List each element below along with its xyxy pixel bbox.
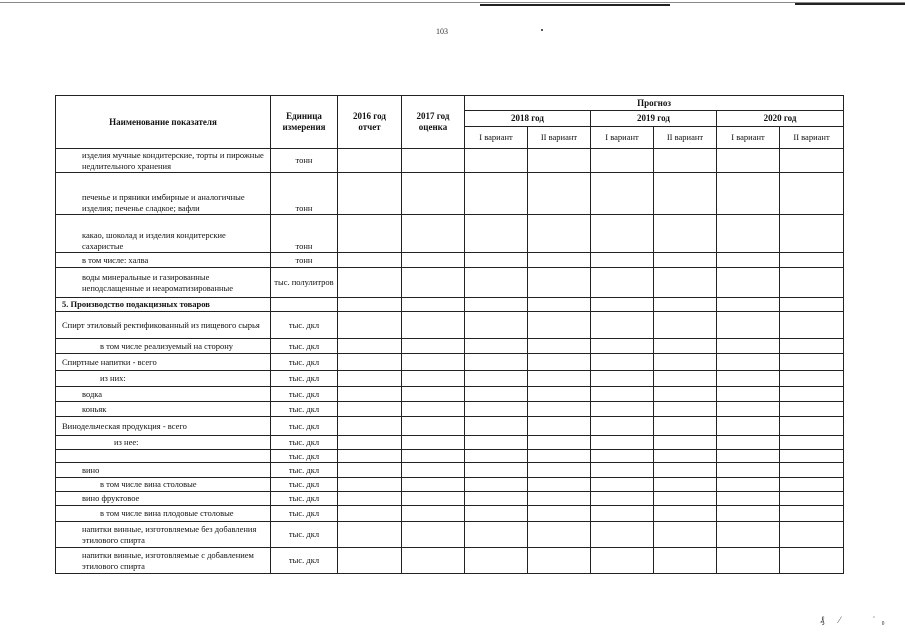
value-cell: [465, 215, 528, 253]
value-cell: [402, 173, 465, 215]
value-cell: [402, 402, 465, 417]
value-cell: [528, 450, 591, 463]
header-2016: 2016 год отчет: [338, 96, 402, 149]
value-cell: [591, 371, 654, 387]
value-cell: [338, 478, 402, 492]
value-cell: [528, 354, 591, 371]
value-cell: [465, 506, 528, 522]
value-cell: [780, 506, 844, 522]
value-cell: [338, 387, 402, 402]
value-cell: [717, 492, 780, 506]
value-cell: [591, 268, 654, 298]
scan-edge-mark: [795, 3, 905, 5]
value-cell: [780, 371, 844, 387]
value-cell: [654, 215, 717, 253]
indicator-name: вино: [56, 463, 271, 478]
value-cell: [402, 548, 465, 574]
header-variant: II вариант: [780, 127, 844, 149]
unit-cell: тыс. дкл: [271, 450, 338, 463]
value-cell: [528, 268, 591, 298]
value-cell: [780, 298, 844, 312]
value-cell: [465, 312, 528, 339]
value-cell: [717, 371, 780, 387]
value-cell: [338, 298, 402, 312]
value-cell: [591, 522, 654, 548]
value-cell: [338, 506, 402, 522]
value-cell: [465, 354, 528, 371]
value-cell: [591, 339, 654, 354]
value-cell: [654, 371, 717, 387]
unit-cell: тыс. дкл: [271, 478, 338, 492]
value-cell: [654, 522, 717, 548]
indicator-name: в том числе реализуемый на сторону: [56, 339, 271, 354]
value-cell: [402, 436, 465, 450]
value-cell: [591, 387, 654, 402]
value-cell: [591, 215, 654, 253]
value-cell: [465, 371, 528, 387]
value-cell: [338, 312, 402, 339]
value-cell: [780, 215, 844, 253]
corner-mark-right: ʿ₀: [872, 615, 891, 625]
value-cell: [717, 478, 780, 492]
value-cell: [528, 339, 591, 354]
value-cell: [591, 417, 654, 436]
indicator-name: напитки винные, изготовляемые с добавлением этилового спирта: [56, 548, 271, 574]
table-row: [56, 339, 844, 354]
header-unit: Единица измерения: [271, 96, 338, 149]
unit-cell: тыс. дкл: [271, 354, 338, 371]
value-cell: [654, 436, 717, 450]
value-cell: [465, 173, 528, 215]
value-cell: [654, 417, 717, 436]
value-cell: [717, 402, 780, 417]
unit-cell: тыс. дкл: [271, 417, 338, 436]
indicator-name: печенье и пряники имбирные и аналогичные изделия; печенье сладкое; вафли: [56, 173, 271, 215]
value-cell: [338, 253, 402, 268]
table-row: [56, 548, 844, 574]
unit-cell: тыс. дкл: [271, 339, 338, 354]
value-cell: [528, 149, 591, 173]
value-cell: [654, 506, 717, 522]
indicator-name: водка: [56, 387, 271, 402]
value-cell: [654, 463, 717, 478]
header-2017: 2017 год оценка: [402, 96, 465, 149]
value-cell: [402, 463, 465, 478]
value-cell: [402, 417, 465, 436]
value-cell: [465, 450, 528, 463]
value-cell: [528, 506, 591, 522]
forecast-table: [55, 95, 844, 574]
unit-cell: тыс. дкл: [271, 436, 338, 450]
value-cell: [717, 354, 780, 371]
table-row: [56, 149, 844, 173]
value-cell: [402, 492, 465, 506]
table-row: [56, 450, 844, 463]
indicator-name: напитки винные, изготовляемые без добавления этилового спирта: [56, 522, 271, 548]
value-cell: [465, 387, 528, 402]
value-cell: [654, 548, 717, 574]
value-cell: [591, 173, 654, 215]
value-cell: [591, 463, 654, 478]
value-cell: [654, 173, 717, 215]
page-number: 103: [436, 27, 448, 36]
value-cell: [780, 173, 844, 215]
value-cell: [654, 149, 717, 173]
value-cell: [654, 339, 717, 354]
header-forecast: Прогноз: [465, 96, 844, 111]
value-cell: [402, 149, 465, 173]
value-cell: [528, 253, 591, 268]
value-cell: [717, 548, 780, 574]
unit-cell: тонн: [271, 149, 338, 173]
unit-cell: тыс. дкл: [271, 522, 338, 548]
table-row: [56, 402, 844, 417]
value-cell: [402, 298, 465, 312]
value-cell: [465, 268, 528, 298]
value-cell: [780, 268, 844, 298]
value-cell: [717, 339, 780, 354]
value-cell: [465, 436, 528, 450]
value-cell: [465, 339, 528, 354]
value-cell: [780, 417, 844, 436]
header-year-2020: 2020 год: [717, 111, 844, 127]
value-cell: [717, 463, 780, 478]
value-cell: [528, 492, 591, 506]
table-row: [56, 371, 844, 387]
value-cell: [528, 478, 591, 492]
value-cell: [465, 149, 528, 173]
table-row: [56, 417, 844, 436]
value-cell: [654, 268, 717, 298]
value-cell: [528, 463, 591, 478]
value-cell: [338, 402, 402, 417]
value-cell: [338, 417, 402, 436]
value-cell: [654, 478, 717, 492]
value-cell: [528, 436, 591, 450]
value-cell: [338, 339, 402, 354]
value-cell: [338, 436, 402, 450]
table-row: [56, 436, 844, 450]
value-cell: [338, 268, 402, 298]
scan-edge-mark: [480, 4, 670, 6]
value-cell: [465, 478, 528, 492]
unit-cell: тыс. дкл: [271, 492, 338, 506]
value-cell: [780, 436, 844, 450]
value-cell: [402, 268, 465, 298]
unit-cell: тыс. дкл: [271, 402, 338, 417]
value-cell: [591, 478, 654, 492]
indicator-name: коньяк: [56, 402, 271, 417]
value-cell: [591, 450, 654, 463]
table-row: [56, 463, 844, 478]
indicator-name: Спирт этиловый ректификованный из пищевого сырья: [56, 312, 271, 339]
value-cell: [338, 173, 402, 215]
value-cell: [465, 402, 528, 417]
value-cell: [717, 298, 780, 312]
value-cell: [402, 253, 465, 268]
value-cell: [402, 215, 465, 253]
corner-mark-left: ₰ ⁄: [820, 615, 847, 625]
value-cell: [338, 492, 402, 506]
value-cell: [591, 149, 654, 173]
corner-marks: [820, 615, 891, 625]
value-cell: [465, 463, 528, 478]
unit-cell: тыс. дкл: [271, 387, 338, 402]
value-cell: [465, 492, 528, 506]
value-cell: [402, 522, 465, 548]
value-cell: [780, 339, 844, 354]
value-cell: [717, 149, 780, 173]
indicator-name: [56, 450, 271, 463]
value-cell: [591, 354, 654, 371]
value-cell: [717, 417, 780, 436]
indicator-name: Спиртные напитки - всего: [56, 354, 271, 371]
value-cell: [465, 417, 528, 436]
table-row: [56, 298, 844, 312]
value-cell: [338, 215, 402, 253]
table-row: [56, 522, 844, 548]
header-variant: I вариант: [591, 127, 654, 149]
value-cell: [717, 387, 780, 402]
value-cell: [338, 371, 402, 387]
table-row: [56, 173, 844, 215]
value-cell: [402, 371, 465, 387]
value-cell: [528, 548, 591, 574]
indicator-name: в том числе вина плодовые столовые: [56, 506, 271, 522]
header-variant: I вариант: [717, 127, 780, 149]
value-cell: [654, 253, 717, 268]
value-cell: [402, 354, 465, 371]
value-cell: [780, 492, 844, 506]
indicator-name: какао, шоколад и изделия кондитерские сахаристые: [56, 215, 271, 253]
scan-edge-line: [0, 2, 905, 3]
value-cell: [402, 478, 465, 492]
table-row: [56, 268, 844, 298]
value-cell: [465, 548, 528, 574]
value-cell: [717, 436, 780, 450]
indicator-name: в том числе вина столовые: [56, 478, 271, 492]
unit-cell: тыс. дкл: [271, 312, 338, 339]
indicator-name: в том числе: халва: [56, 253, 271, 268]
header-name: Наименование показателя: [56, 96, 271, 149]
unit-cell: тыс. дкл: [271, 506, 338, 522]
value-cell: [654, 387, 717, 402]
indicator-name: из нее:: [56, 436, 271, 450]
unit-cell: тонн: [271, 173, 338, 215]
value-cell: [654, 312, 717, 339]
value-cell: [717, 506, 780, 522]
table-row: [56, 492, 844, 506]
value-cell: [338, 463, 402, 478]
value-cell: [465, 253, 528, 268]
value-cell: [591, 253, 654, 268]
table-row: [56, 387, 844, 402]
value-cell: [402, 312, 465, 339]
value-cell: [654, 354, 717, 371]
indicator-name: из них:: [56, 371, 271, 387]
value-cell: [780, 463, 844, 478]
value-cell: [528, 298, 591, 312]
value-cell: [654, 450, 717, 463]
indicator-name: воды минеральные и газированные неподслащенные и неароматизированные: [56, 268, 271, 298]
value-cell: [591, 402, 654, 417]
unit-cell: [271, 298, 338, 312]
speck: [541, 29, 543, 31]
value-cell: [402, 339, 465, 354]
table-row: [56, 312, 844, 339]
value-cell: [591, 506, 654, 522]
value-cell: [338, 522, 402, 548]
value-cell: [591, 436, 654, 450]
unit-cell: тыс. дкл: [271, 548, 338, 574]
value-cell: [528, 173, 591, 215]
header-year-2018: 2018 год: [465, 111, 591, 127]
value-cell: [402, 450, 465, 463]
value-cell: [528, 522, 591, 548]
header-variant: II вариант: [528, 127, 591, 149]
value-cell: [338, 149, 402, 173]
value-cell: [780, 548, 844, 574]
value-cell: [528, 387, 591, 402]
value-cell: [528, 312, 591, 339]
value-cell: [528, 417, 591, 436]
table-row: [56, 478, 844, 492]
value-cell: [717, 268, 780, 298]
value-cell: [338, 354, 402, 371]
value-cell: [402, 506, 465, 522]
value-cell: [717, 450, 780, 463]
value-cell: [591, 548, 654, 574]
value-cell: [591, 298, 654, 312]
unit-cell: тыс. дкл: [271, 371, 338, 387]
value-cell: [591, 492, 654, 506]
value-cell: [717, 253, 780, 268]
value-cell: [717, 312, 780, 339]
indicator-name: изделия мучные кондитерские, торты и пирожные недлительного хранения: [56, 149, 271, 173]
value-cell: [780, 387, 844, 402]
table-row: [56, 253, 844, 268]
value-cell: [528, 402, 591, 417]
value-cell: [780, 402, 844, 417]
header-variant: II вариант: [654, 127, 717, 149]
value-cell: [780, 312, 844, 339]
value-cell: [780, 149, 844, 173]
table-row: [56, 215, 844, 253]
value-cell: [528, 215, 591, 253]
indicator-name: вино фруктовое: [56, 492, 271, 506]
value-cell: [654, 298, 717, 312]
value-cell: [591, 312, 654, 339]
value-cell: [338, 548, 402, 574]
header-variant: I вариант: [465, 127, 528, 149]
value-cell: [654, 402, 717, 417]
value-cell: [654, 492, 717, 506]
value-cell: [717, 215, 780, 253]
value-cell: [402, 387, 465, 402]
unit-cell: тонн: [271, 215, 338, 253]
value-cell: [780, 478, 844, 492]
value-cell: [528, 371, 591, 387]
value-cell: [465, 522, 528, 548]
unit-cell: тыс. полулитров: [271, 268, 338, 298]
value-cell: [780, 354, 844, 371]
unit-cell: тыс. дкл: [271, 463, 338, 478]
indicator-name: 5. Производство подакцизных товаров: [56, 298, 271, 312]
value-cell: [338, 450, 402, 463]
header-year-2019: 2019 год: [591, 111, 717, 127]
indicator-name: Винодельческая продукция - всего: [56, 417, 271, 436]
value-cell: [717, 173, 780, 215]
value-cell: [780, 450, 844, 463]
value-cell: [717, 522, 780, 548]
value-cell: [780, 253, 844, 268]
table-row: [56, 506, 844, 522]
table-row: [56, 354, 844, 371]
value-cell: [465, 298, 528, 312]
value-cell: [780, 522, 844, 548]
unit-cell: тонн: [271, 253, 338, 268]
